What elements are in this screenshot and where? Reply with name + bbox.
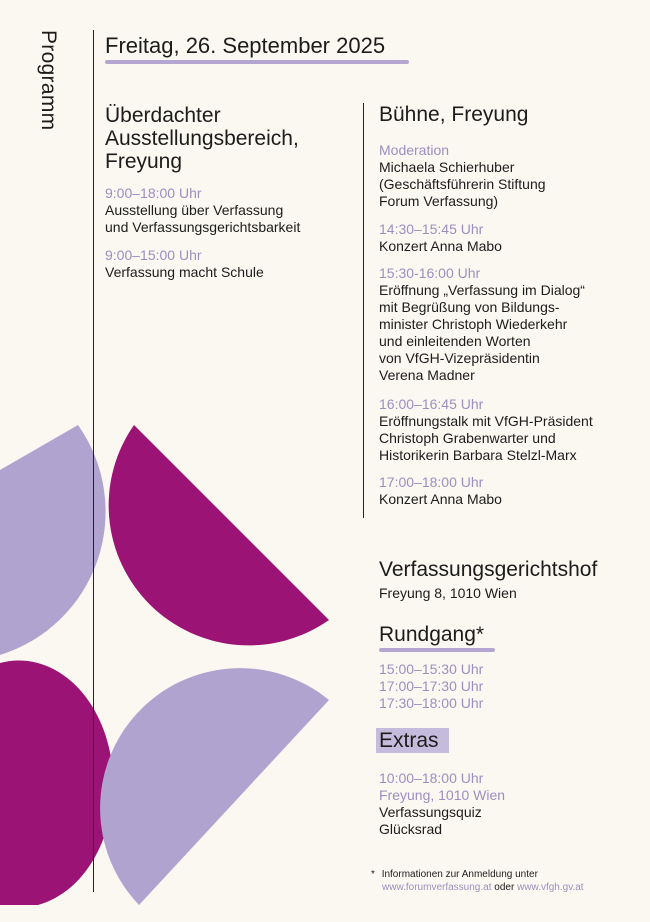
date-underline (105, 60, 409, 64)
lavender-half-circle-bottom-right (100, 668, 329, 905)
footnote-connector: oder (494, 882, 515, 893)
left-item-text: Ausstellung über Verfassung (105, 202, 284, 218)
left-item (105, 247, 264, 281)
tour-title-underline (379, 648, 495, 652)
court-section (379, 558, 597, 602)
stage-item (379, 474, 502, 508)
left-vertical-rule (93, 30, 94, 892)
stage-item (379, 221, 502, 255)
tour-title: Rundgang* (379, 623, 485, 646)
stage-item-text: Konzert Anna Mabo (379, 491, 502, 507)
footnote-link-forumverfassung[interactable]: www.forumverfassung.at (382, 882, 492, 893)
extras-time: 10:00–18:00 Uhr (379, 770, 484, 786)
extras-details (379, 770, 505, 838)
extras-location: Freyung, 1010 Wien (379, 787, 506, 803)
court-address: Freyung 8, 1010 Wien (379, 585, 517, 601)
stage-item (379, 396, 593, 464)
magenta-half-circle-top-right (109, 425, 329, 645)
moderation-text: (Geschäftsführerin Stiftung (379, 176, 546, 192)
stage-item-time: 16:00–16:45 Uhr (379, 396, 484, 412)
extras-item: Verfassungsquiz (379, 804, 482, 820)
moderation-text: Forum Verfassung) (379, 193, 499, 209)
footnote-link-vfgh[interactable]: www.vfgh.gv.at (517, 882, 584, 893)
stage-item-text: mit Begrüßung von Bildungs- (379, 299, 560, 315)
left-item-text: und Verfassungsgerichtsbarkeit (105, 219, 301, 235)
stage-item-text: Historikerin Barbara Stelzl-Marx (379, 447, 577, 463)
left-section-title-line: Überdachter (105, 104, 221, 127)
court-title: Verfassungsgerichtshof (379, 558, 598, 581)
left-section-title-line: Freyung (105, 150, 183, 173)
stage-item-text: und einleitenden Worten (379, 333, 531, 349)
lavender-half-circle-top-left (0, 425, 106, 655)
moderation-text: Michaela Schierhuber (379, 159, 515, 175)
stage-item-text: Konzert Anna Mabo (379, 238, 502, 254)
footnote-text: Informationen zur Anmeldung unter (381, 869, 538, 880)
left-section (105, 104, 299, 173)
page-date-heading: Freitag, 26. September 2025 (105, 33, 386, 58)
moderation-block (379, 142, 546, 210)
left-item-time: 9:00–18:00 Uhr (105, 185, 202, 201)
stage-section-title: Bühne, Freyung (379, 103, 529, 126)
footnote-star: * (371, 869, 375, 880)
extras-section (379, 729, 439, 752)
extras-item: Glücksrad (379, 821, 443, 837)
footnote (371, 868, 584, 894)
left-item (105, 185, 300, 236)
stage-item-time: 17:00–18:00 Uhr (379, 474, 484, 490)
tour-section (379, 623, 484, 646)
stage-item-text: minister Christoph Wiederkehr (379, 316, 568, 332)
tour-time: 17:30–18:00 Uhr (379, 695, 484, 711)
magenta-half-circle-bottom-left (0, 660, 113, 905)
extras-title: Extras (379, 729, 439, 752)
tour-time: 15:00–15:30 Uhr (379, 661, 484, 677)
stage-item-text: Eröffnung „Verfassung im Dialog“ (379, 282, 585, 298)
stage-item-text: Verena Madner (379, 367, 475, 383)
moderation-label: Moderation (379, 142, 450, 158)
stage-item-text: Eröffnungstalk mit VfGH-Präsident (379, 413, 593, 429)
stage-section (379, 103, 528, 126)
stage-item-time: 14:30–15:45 Uhr (379, 221, 484, 237)
side-label-programm: Programm (37, 30, 60, 131)
left-section-title-line: Ausstellungsbereich, (105, 127, 299, 150)
tour-times (379, 661, 483, 712)
stage-item-text: Christoph Grabenwarter und (379, 430, 556, 446)
middle-vertical-rule (363, 103, 364, 518)
stage-item-time: 15:30-16:00 Uhr (379, 265, 481, 281)
left-item-time: 9:00–15:00 Uhr (105, 247, 202, 263)
left-item-text: Verfassung macht Schule (105, 264, 264, 280)
stage-item (379, 265, 585, 384)
tour-time: 17:00–17:30 Uhr (379, 678, 484, 694)
stage-item-text: von VfGH-Vizepräsidentin (379, 350, 540, 366)
